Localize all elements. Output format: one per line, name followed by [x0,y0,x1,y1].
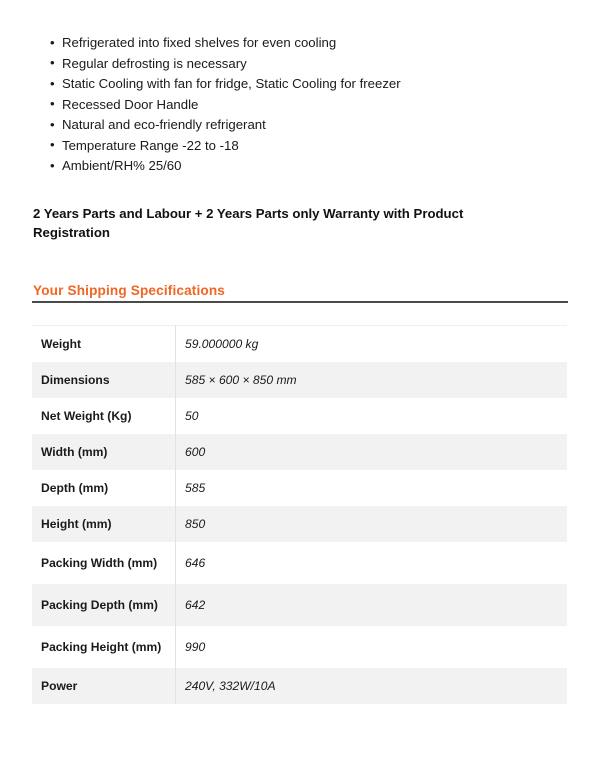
table-row [32,584,567,626]
spec-value: 850 [185,517,206,531]
table-row [32,434,567,470]
table-row [32,362,567,398]
feature-text: Ambient/RH% 25/60 [62,158,182,173]
feature-text: Temperature Range -22 to -18 [62,137,239,153]
spec-value: 585 × 600 × 850 mm [185,373,297,387]
feature-text: Natural and eco-friendly refrigerant [62,117,266,132]
spec-value: 642 [185,598,206,612]
spec-label: Net Weight (Kg) [32,398,176,434]
feature-text: Refrigerated into fixed shelves for even cooling [62,35,337,50]
spec-label: Packing Depth (mm) [32,584,176,626]
spec-label: Packing Height (mm) [32,626,176,668]
feature-text: Regular defrosting is necessary [62,55,247,71]
list-item [33,33,563,54]
product-feature-list [33,33,563,177]
spec-label: Depth (mm) [32,470,176,506]
spec-value: 240V, 332W/10A [185,679,276,693]
spec-label: Width (mm) [32,434,176,470]
warranty-statement: 2 Years Parts and Labour + 2 Years Parts only Warranty with Product Registration [33,206,464,240]
spec-label: Height (mm) [32,506,176,542]
spec-value: 585 [185,481,206,495]
spec-label: Dimensions [32,362,176,398]
spec-value: 646 [185,556,206,570]
list-item [33,136,563,157]
list-item [33,156,563,177]
list-item [33,115,563,136]
table-row [32,542,567,584]
spec-label: Power [32,668,176,704]
spec-label: Weight [32,326,176,363]
table-row [32,506,567,542]
spec-value: 59.000000 kg [185,337,259,351]
table-row [32,470,567,506]
section-divider [32,301,568,303]
table-row [32,398,567,434]
table-row [32,326,567,363]
spec-value: 50 [185,409,199,423]
spec-value: 600 [185,445,206,459]
page-title: Your Shipping Specifications [33,283,226,299]
table-row [32,668,567,704]
feature-text: Static Cooling with fan for fridge, Static Cooling for freezer [62,76,401,91]
list-item [33,95,563,116]
spec-label: Packing Width (mm) [32,542,176,584]
spec-value: 990 [185,640,206,654]
list-item [33,74,563,95]
feature-text: Recessed Door Handle [62,96,199,112]
shipping-specifications-table [32,325,567,704]
list-item [33,54,563,75]
table-row [32,626,567,668]
